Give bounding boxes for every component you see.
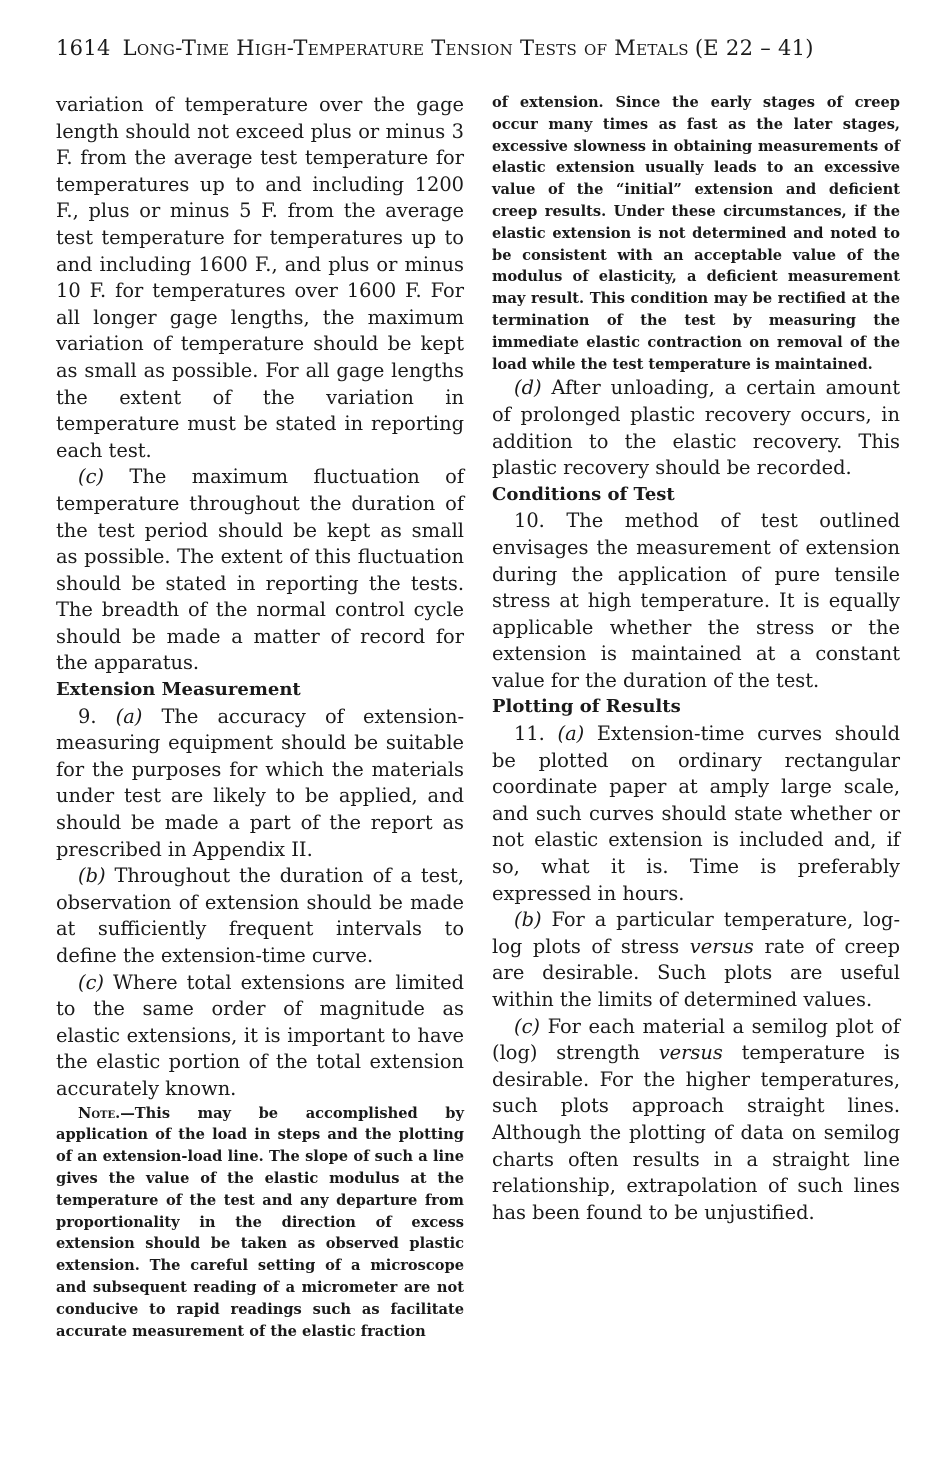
paragraph-11c: (c) For each material a semilog plot of (log) strength versus temperature is desirable. For the higher temperatures, such plots approach straight lines. Although the plotting of data on semilog charts often results in a straight line relationship, extrapolation of such lines has been found to be unjustified. <box>492 1014 900 1224</box>
running-header <box>56 36 906 60</box>
right-column <box>492 92 900 1226</box>
heading-conditions-of-test: Conditions of Test <box>492 483 675 505</box>
heading-plotting-of-results: Plotting of Results <box>492 696 681 718</box>
paragraph-temperature-fluctuation: (c) The maximum fluctuation of temperature throughout the duration of the test period should be kept as small as possible. The extent of this fluctuation should be stated in reporting the tests. The breadth of the normal control cycle should be made a matter of record for the apparatus. <box>56 465 464 675</box>
heading-extension-measurement: Extension Measurement <box>56 679 301 701</box>
note-continuation: of extension. Since the early stages of creep occur many times as fast as the later stages, excessive slowness in obtaining measurements of elastic extension usually leads to an excessive value of the “initial” extension and deficient creep results. Under these circumstances, if the elastic extension is not determined and noted to be consistent with an acceptable value of the modulus of elasticity, a deficient measurement may result. This condition may be rectified at the termination of the test by measuring the immediate elastic contraction on removal of the load while the test temperature is maintained. <box>492 94 900 373</box>
paragraph-9b: (b) Throughout the duration of a test, observation of extension should be made at sufficiently frequent intervals to define the extension-time curve. <box>56 864 464 967</box>
page-number: 1614 <box>56 36 111 60</box>
paragraph-9c: (c) Where total extensions are limited to the same order of magnitude as elastic extensions, it is important to have the elastic portion of the total extension accurately known. <box>56 970 464 1100</box>
paragraph-11b: (b) For a particular temperature, log-log plots of stress versus rate of creep are desirable. Such plots are useful within the limits of determined values. <box>492 908 901 1012</box>
note-paragraph: Note.—This may be accomplished by application of the load in steps and the plotting of an extension-load line. The slope of such a line gives the value of the elastic modulus at the temperature of the test and any departure from proportionality in the direction of excess extension should be taken as observed plastic extension. The careful setting of a microscope and subsequent reading of a micrometer are not conducive to rapid readings such as facilitate accurate measurement of the elastic fraction <box>56 1104 464 1340</box>
paragraph-10: 10. The method of test outlined envisages the measurement of extension during the application of pure tensile stress at high temperature. It is equally applicable whether the stress or the extension is maintained at a constant value for the duration of the test. <box>492 509 900 692</box>
running-title: Long-Time High-Temperature Tension Tests of Metals <box>122 36 689 60</box>
standard-designation: (E 22 – 41) <box>694 36 814 60</box>
paragraph-9a: 9. (a) The accuracy of extension-measuring equipment should be suitable for the purposes for which the materials under test are likely to be applied, and should be made a part of the report as prescribed in Appendix II. <box>56 704 464 861</box>
paragraph-11a: 11. (a) Extension-time curves should be plotted on ordinary rectangular coordinate paper at amply large scale, and such curves should state whether or not elastic extension is included and, if so, what it is. Time is preferably expressed in hours. <box>492 722 900 905</box>
paragraph-9d: (d) After unloading, a certain amount of prolonged plastic recovery occurs, in addition to the elastic recovery. This plastic recovery should be recorded. <box>492 376 900 480</box>
left-column <box>56 92 464 1342</box>
paragraph-temperature-variation: variation of temperature over the gage length should not exceed plus or minus 3 F. from the average test temperature for temperatures up to and including 1200 F., plus or minus 5 F. from the average test temperature for temperatures up to and including 1600 F., and plus or minus 10 F. for temperatures over 1600 F. For all longer gage lengths, the maximum variation of temperature should be kept as small as possible. For all gage lengths the extent of the variation in temperature must be stated in reporting each test. <box>56 93 464 462</box>
